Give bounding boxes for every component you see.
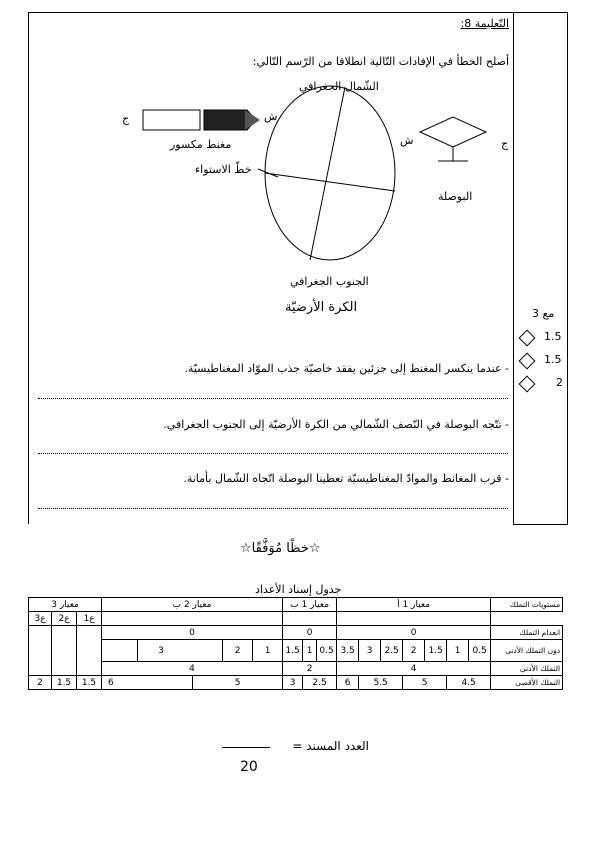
frame-bottom-line xyxy=(513,524,568,525)
cell-2b-below: 2 xyxy=(223,640,253,662)
side-value-2: 1.5 xyxy=(544,353,562,366)
north-label: الشّمال الجغرافي xyxy=(299,80,379,93)
side-value-3: 2 xyxy=(556,376,563,389)
magnet-black-tip xyxy=(245,110,260,130)
cell-1a-max: 5 xyxy=(403,676,447,690)
sub-e2: ع2 xyxy=(52,612,77,626)
cell-3-max: 1.5 xyxy=(77,676,102,690)
empty-cell xyxy=(337,612,491,626)
magnet-left-pole: ج xyxy=(122,112,130,125)
row-label-min: التملك الأدنى xyxy=(491,662,563,676)
cell-2b-min: 4 xyxy=(102,662,283,676)
cell-1a-none: 0 xyxy=(337,626,491,640)
empty-cell xyxy=(29,626,52,676)
cell-1a-min: 4 xyxy=(337,662,491,676)
cell-2b-below: 1 xyxy=(253,640,283,662)
cell-1a-max: 4.5 xyxy=(447,676,491,690)
cell-1b-max: 2.5 xyxy=(303,676,337,690)
cell-1a-below: 2 xyxy=(403,640,425,662)
empty-cell xyxy=(283,612,337,626)
cell-1b-below: 1 xyxy=(303,640,317,662)
grade-table-title: جدول إسناد الأعداد xyxy=(255,583,342,596)
cell-1a-below: 0.5 xyxy=(469,640,491,662)
cell-2b-below: 3 xyxy=(138,640,223,662)
cell-1b-below: 0.5 xyxy=(317,640,337,662)
compass-right-pole: ج xyxy=(501,137,509,150)
empty-cell xyxy=(491,612,563,626)
cell-1b-min: 2 xyxy=(283,662,337,676)
cell-1a-below: 1.5 xyxy=(425,640,447,662)
side-criterion: مع 3 xyxy=(532,307,555,320)
score-label: العدد المسند = xyxy=(292,739,369,753)
axis-line xyxy=(310,87,345,260)
compass-label: البوصلة xyxy=(438,190,473,203)
header-crit1b: معيار 1 ب xyxy=(283,598,337,612)
cell-1a-max: 5.5 xyxy=(359,676,403,690)
row-label-max: التملك الأقصى xyxy=(491,676,563,690)
cell-3-max: 2 xyxy=(29,676,52,690)
cell-1a-below: 1 xyxy=(447,640,469,662)
cell-1a-below: 2.5 xyxy=(381,640,403,662)
equator-pointer xyxy=(258,169,278,177)
cell-2b-none: 0 xyxy=(102,626,283,640)
instruction-title: التّعليمة 8: xyxy=(460,17,509,30)
empty-cell xyxy=(77,626,102,676)
sub-e3: ع3 xyxy=(29,612,52,626)
sub-e1: ع1 xyxy=(77,612,102,626)
equator-line xyxy=(265,173,395,191)
answer-line-3[interactable] xyxy=(38,508,508,510)
cell-1b-below: 1.5 xyxy=(283,640,303,662)
header-crit2b: معيار 2 ب xyxy=(102,598,283,612)
grade-table xyxy=(28,597,563,690)
answer-line-1[interactable] xyxy=(38,398,508,400)
earth-ellipse xyxy=(265,86,395,260)
cell-1a-max: 6 xyxy=(337,676,359,690)
equator-label: خطّ الاستواء xyxy=(195,163,252,176)
statement-1: - عندما ينكسر المغنط إلى جزئين يفقد خاصيّة جذب الموّاد المغناطيسيّة. xyxy=(184,362,509,375)
answer-line-2[interactable] xyxy=(38,453,508,455)
row-label-none: انعدام التملك xyxy=(491,626,563,640)
score-line xyxy=(222,747,270,748)
magnet-white-half xyxy=(143,110,200,130)
good-luck-text: ☆خظًا مُوَفَّقًا☆ xyxy=(240,541,321,556)
statement-3: - قرب المغانط والموادّ المغناطيسيّة تعطينا البوصلة اتّجاه الشّمال بأمانة. xyxy=(183,472,509,485)
instruction-prompt: أصلح الخطأ في الإفادات التّالية انطلاقا من الرّسم التّالي: xyxy=(252,55,509,68)
cell-2b-max: 6 xyxy=(102,676,193,690)
cell-1b-none: 0 xyxy=(283,626,337,640)
cell-1b-max: 3 xyxy=(283,676,303,690)
statement-2: - تتّجه البوصلة في النّصف الشّمالي من الكرة الأرضيّة إلى الجنوب الجغرافي. xyxy=(163,418,509,431)
header-crit1a: معيار 1 أ xyxy=(337,598,491,612)
header-crit3: معيار 3 xyxy=(29,598,102,612)
cell-1a-below: 3 xyxy=(359,640,381,662)
side-value-1: 1.5 xyxy=(544,330,562,343)
cell-1a-below: 3.5 xyxy=(337,640,359,662)
earth-label: الكرة الأرضيّة xyxy=(285,300,358,315)
empty-cell xyxy=(102,612,283,626)
compass-needle xyxy=(420,117,486,147)
row-label-below-min: دون التملك الأدنى xyxy=(491,640,563,662)
magnet-right-pole: ش xyxy=(264,110,278,123)
header-levels: مستويات التملك xyxy=(491,598,563,612)
south-label: الجنوب الجغرافي xyxy=(290,275,369,288)
cell-3-max: 1.5 xyxy=(52,676,77,690)
empty-cell xyxy=(52,626,77,676)
score-total: 20 xyxy=(240,759,258,775)
compass-left-pole: ش xyxy=(400,134,414,147)
broken-magnet-label: مغنط مكسور xyxy=(170,138,232,151)
cell-2b-max: 5 xyxy=(193,676,283,690)
